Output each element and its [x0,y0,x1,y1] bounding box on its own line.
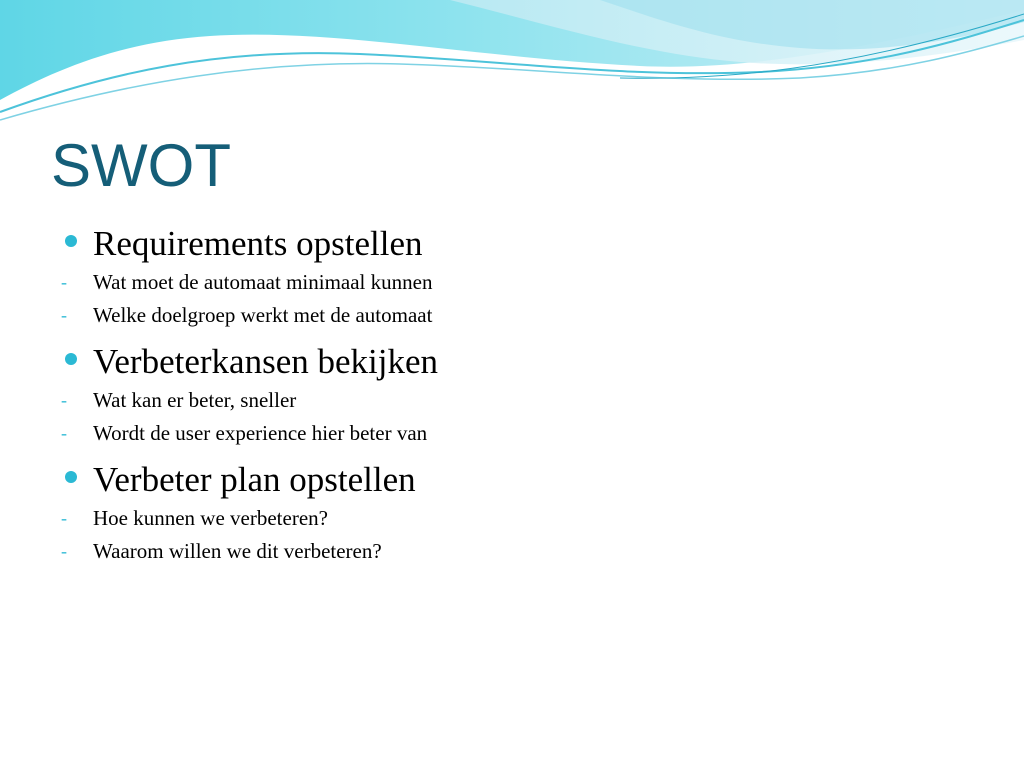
dash-icon: - [61,272,67,292]
dash-icon: - [61,423,67,443]
bullet-group [58,340,958,450]
sub-bullet-item [58,502,958,535]
bullet-text: Requirements opstellen [93,224,423,263]
slide-title: SWOT [51,132,231,199]
dash-icon: - [61,541,67,561]
sub-bullet-text: Welke doelgroep werkt met de automaat [93,303,433,327]
sub-bullet-item [58,266,958,299]
bullet-item [58,340,958,384]
sub-bullet-item [58,535,958,568]
bullet-item [58,222,958,266]
wave-banner [0,0,1024,130]
bullet-dot-icon [65,353,77,365]
sub-bullet-text: Hoe kunnen we verbeteren? [93,506,328,530]
sub-bullet-item [58,299,958,332]
sub-bullet-text: Wat kan er beter, sneller [93,388,297,412]
dash-icon: - [61,390,67,410]
bullet-dot-icon [65,235,77,247]
bullet-group [58,458,958,568]
bullet-group [58,222,958,332]
sub-bullet-item [58,417,958,450]
bullet-list [58,222,958,568]
sub-bullet-text: Waarom willen we dit verbeteren? [93,539,382,563]
bullet-item [58,458,958,502]
dash-icon: - [61,508,67,528]
sub-bullet-text: Wordt de user experience hier beter van [93,421,428,445]
bullet-dot-icon [65,471,77,483]
sub-bullet-item [58,384,958,417]
sub-bullet-text: Wat moet de automaat minimaal kunnen [93,270,433,294]
bullet-text: Verbeterkansen bekijken [93,342,438,381]
bullet-text: Verbeter plan opstellen [93,460,416,499]
dash-icon: - [61,305,67,325]
